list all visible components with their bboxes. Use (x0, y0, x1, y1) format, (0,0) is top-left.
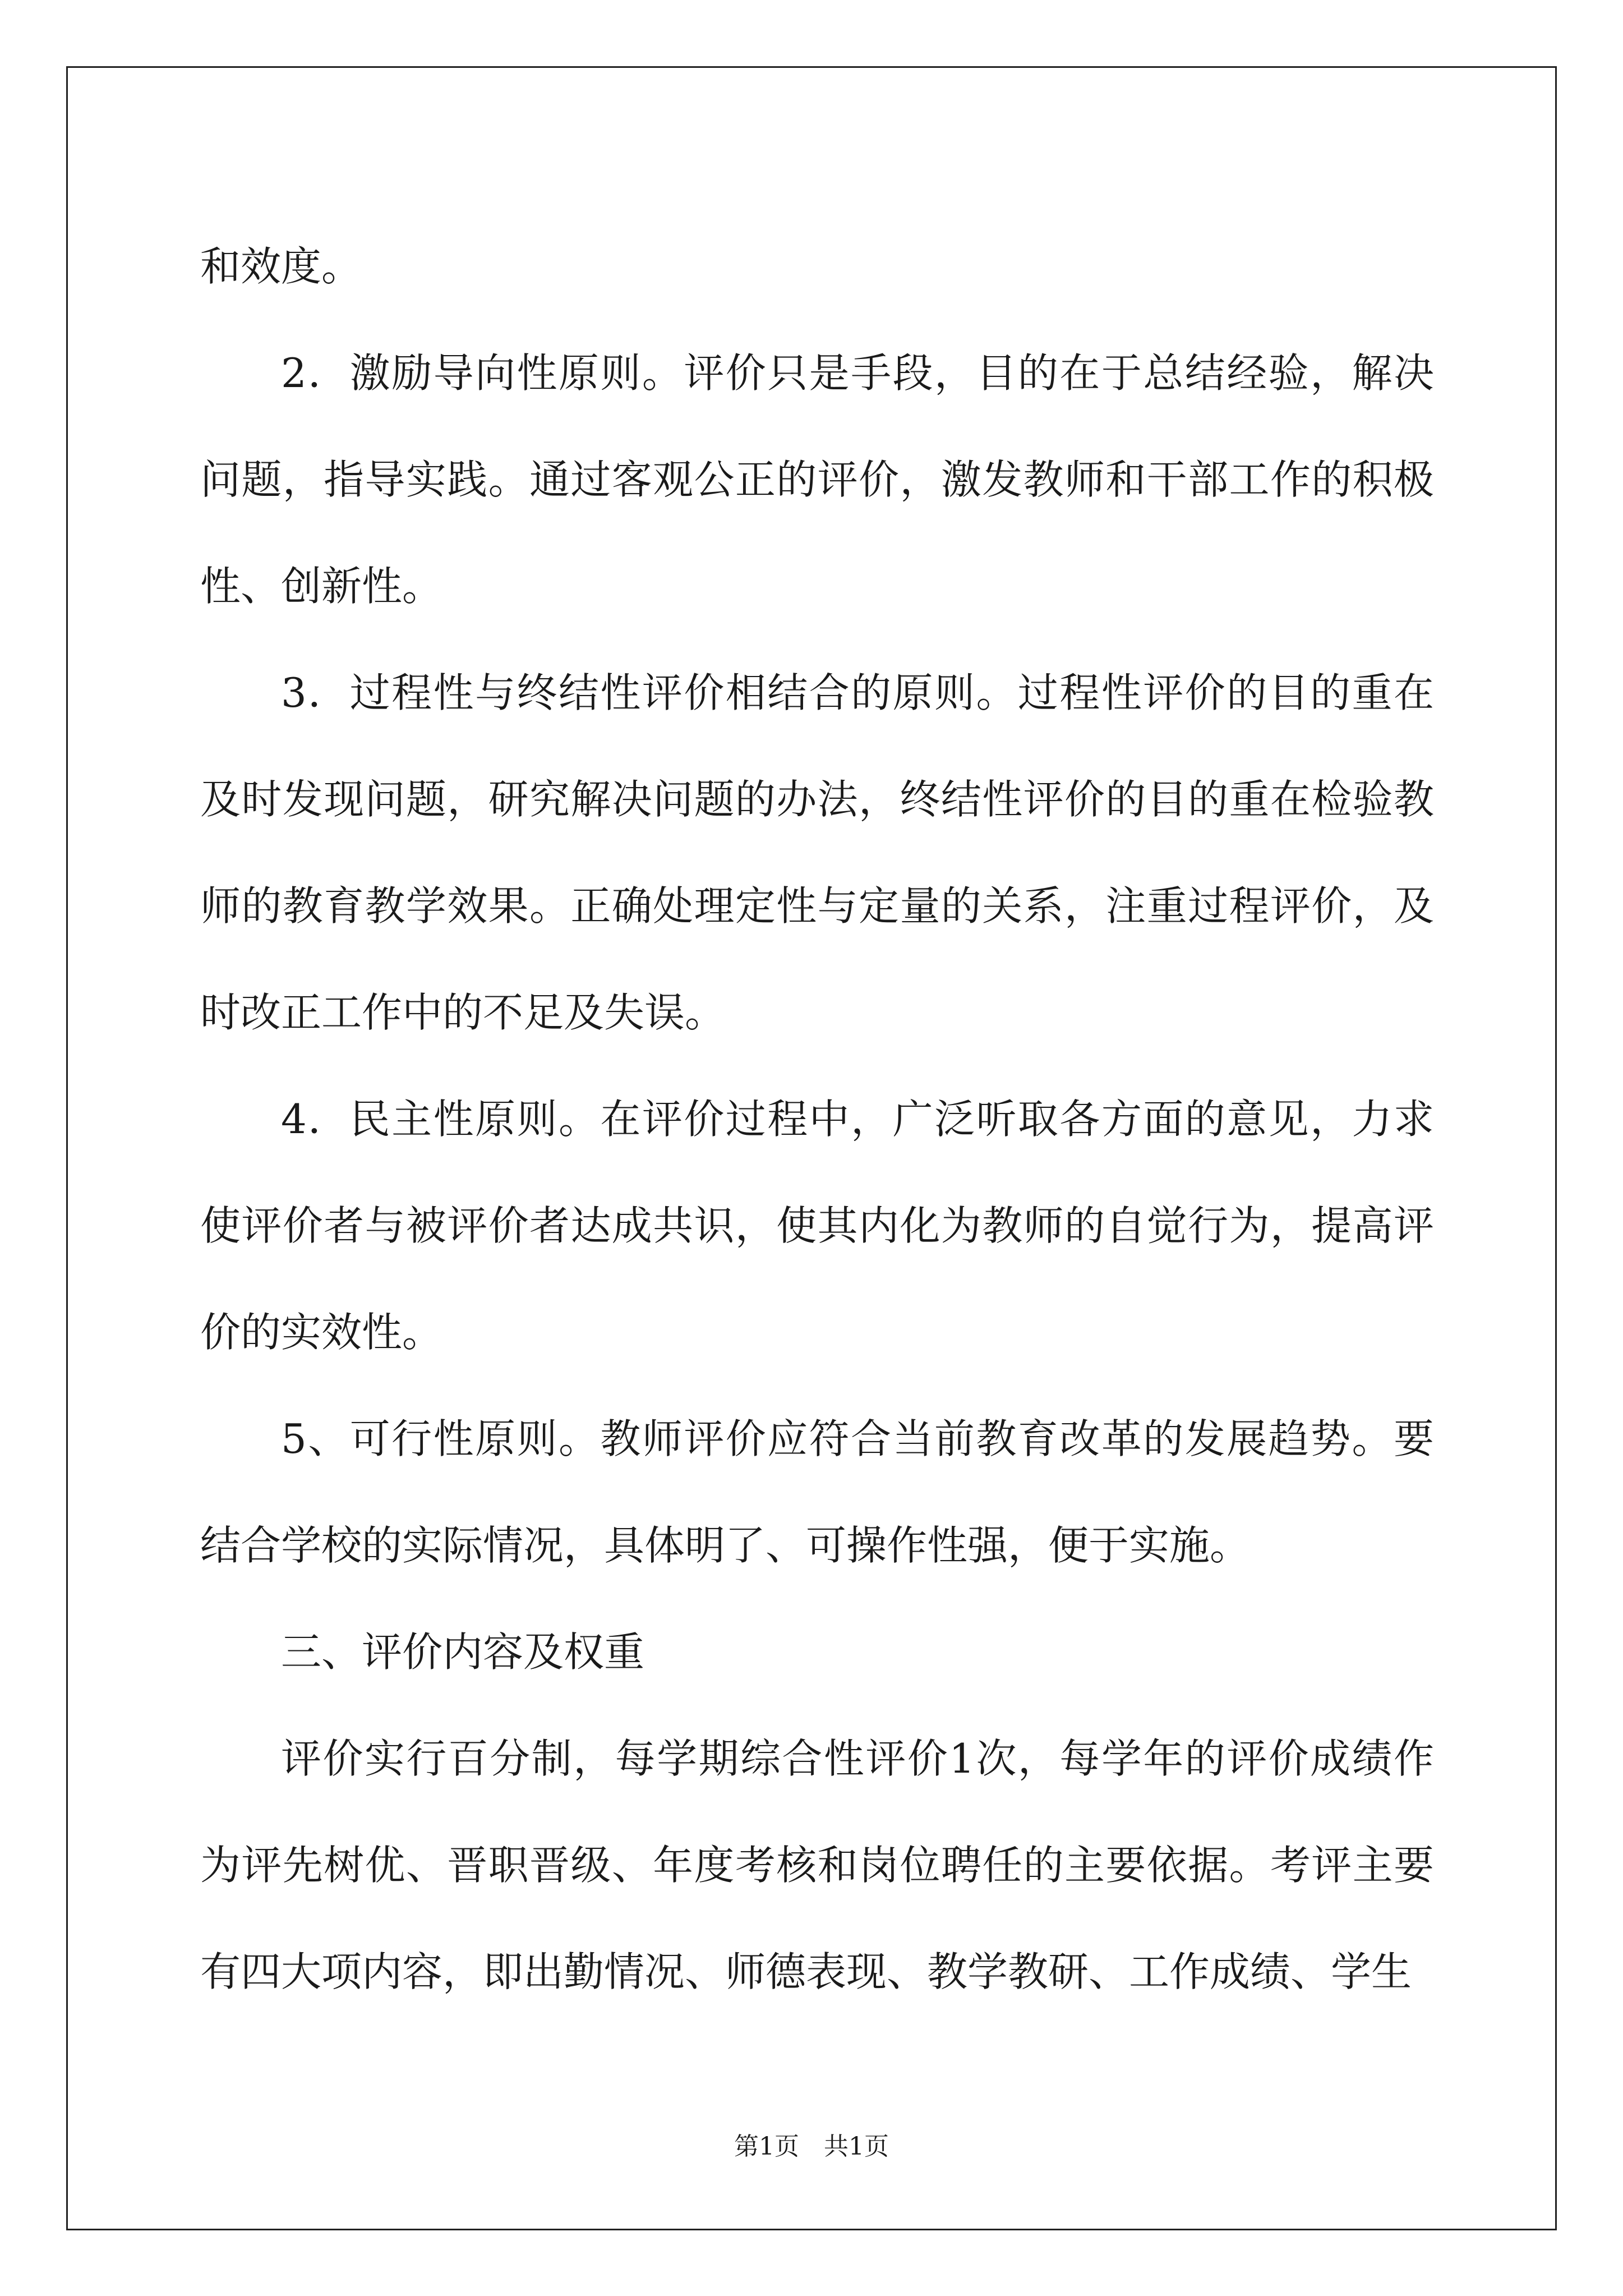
paragraph-2: 2．激励导向性原则。评价只是手段，目的在于总结经验，解决问题，指导实践。通过客观公正的评价，激发教师和干部工作的积极性、创新性。 (200, 349, 1434, 610)
page-number-footer: 第1页 共1页 (734, 2132, 889, 2161)
paragraph-3: 3．过程性与终结性评价相结合的原则。过程性评价的目的重在及时发现问题，研究解决问题的办法，终结性评价的目的重在检验教师的教育教学效果。正确处理定性与定量的关系，注重过程评价，及时改正工作中的不足及失误。 (200, 669, 1434, 1036)
paragraph-4: 4．民主性原则。在评价过程中，广泛听取各方面的意见，力求使评价者与被评价者达成共识，使其内化为教师的自觉行为，提高评价的实效性。 (200, 1096, 1434, 1356)
document-body (200, 213, 1434, 2025)
paragraph-7: 评价实行百分制，每学期综合性评价1次，每学年的评价成绩作为评先树优、晋职晋级、年度考核和岗位聘任的主要依据。考评主要有四大项内容，即出勤情况、师德表现、教学教研、工作成绩、学生 (200, 1735, 1434, 1995)
paragraph-5: 5、可行性原则。教师评价应符合当前教育改革的发展趋势。要结合学校的实际情况，具体明了、可操作性强，便于实施。 (200, 1415, 1434, 1569)
section-heading: 三、评价内容及权重 (281, 1628, 645, 1676)
paragraph-1: 和效度。 (200, 243, 362, 290)
